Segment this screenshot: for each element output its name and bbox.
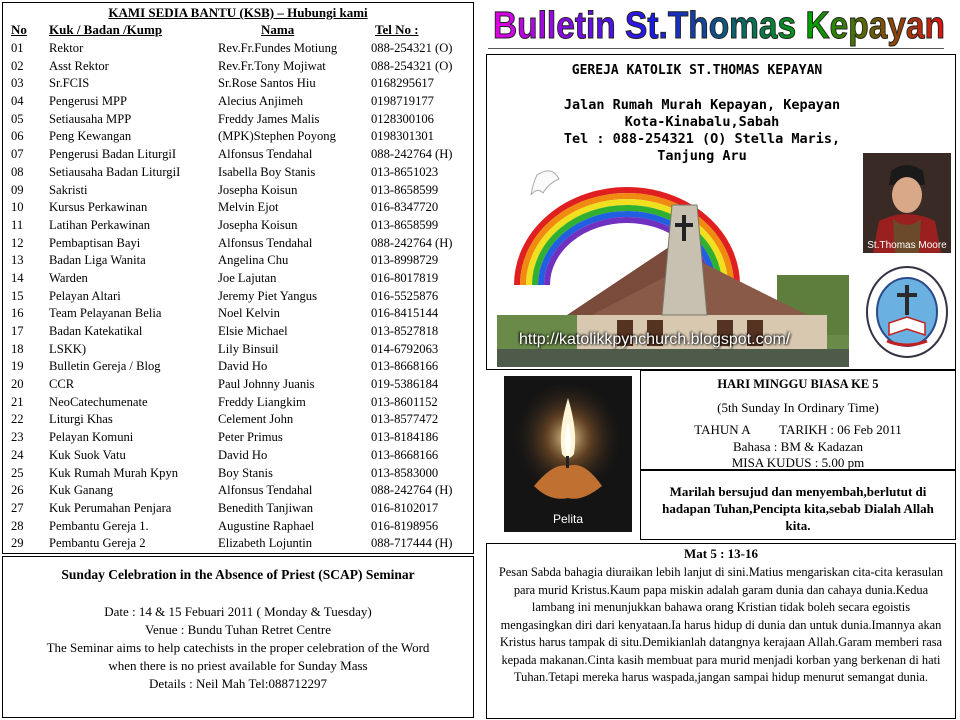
table-row (3, 235, 473, 253)
scap-details: Details : Neil Mah Tel:088712297 (149, 676, 327, 691)
sunday-year-date (641, 422, 955, 438)
table-row (3, 182, 473, 200)
row-nama: Alecius Anjimeh (218, 94, 303, 109)
sunday-tarikh: TARIKH : 06 Feb 2011 (779, 422, 902, 437)
row-no: 17 (11, 324, 24, 338)
row-nama: Melvin Ejot (218, 200, 279, 215)
prayer-box (640, 470, 956, 540)
row-nama: David Ho (218, 359, 268, 374)
row-no: 29 (11, 536, 24, 551)
row-nama: Sr.Rose Santos Hiu (218, 76, 316, 91)
row-tel: 013-8651023 (371, 164, 439, 179)
row-nama: Benedith Tanjiwan (218, 500, 314, 515)
row-kuk: Warden (49, 270, 88, 285)
scap-aim-line2: when there is no priest available for Sunday Mass (108, 658, 368, 673)
row-no: 07 (11, 147, 24, 162)
row-no: 18 (11, 341, 24, 356)
row-tel: 088-242764 (H) (371, 483, 453, 498)
title-divider (488, 48, 944, 49)
table-row (3, 93, 473, 111)
table-row (3, 40, 473, 58)
table-row (3, 358, 473, 376)
row-no: 20 (11, 377, 24, 392)
row-kuk: Asst Rektor (49, 58, 109, 73)
row-kuk: Kuk Rumah Murah Kpyn (49, 465, 179, 480)
row-tel: 013-8658599 (371, 217, 439, 232)
row-nama: Lily Binsuil (218, 341, 279, 356)
sunday-tahun: TAHUN A (694, 422, 751, 437)
row-tel: 013-8998729 (371, 253, 439, 268)
row-kuk: Rektor (49, 41, 84, 55)
row-no: 05 (11, 111, 24, 126)
ksb-table-header (3, 22, 473, 38)
row-kuk: Pengerusi Badan LiturgiI (49, 147, 177, 162)
table-row (3, 146, 473, 164)
candle-caption: Pelita (552, 512, 584, 526)
row-nama: Rev.Fr.Fundes Motiung (218, 41, 338, 55)
church-address (487, 97, 917, 165)
row-no: 27 (11, 500, 24, 515)
row-nama: Angelina Chu (218, 253, 289, 268)
row-nama: Joe Lajutan (218, 270, 277, 285)
scap-title: Sunday Celebration in the Absence of Priest (SCAP) Seminar (61, 567, 415, 582)
sunday-info-box (640, 370, 956, 470)
row-nama: Paul Johnny Juanis (218, 377, 315, 392)
gospel-reflection-box (486, 543, 956, 719)
row-no: 10 (11, 200, 24, 215)
row-no: 01 (11, 41, 24, 55)
row-kuk: Kursus Perkawinan (49, 200, 148, 215)
row-tel: 0198301301 (371, 129, 434, 144)
row-tel: 013-8527818 (371, 324, 439, 338)
header-no: No (11, 22, 27, 37)
row-kuk: Team Pelayanan Belia (49, 306, 162, 321)
row-tel: 088-242764 (H) (371, 235, 453, 250)
row-kuk: Badan Katekatikal (49, 324, 143, 338)
row-kuk: Pembantu Gereja 2 (49, 536, 146, 551)
table-row (3, 394, 473, 412)
row-tel: 013-8658599 (371, 182, 439, 197)
table-row (3, 518, 473, 536)
row-tel: 0128300106 (371, 111, 434, 126)
row-kuk: Kuk Perumahan Penjara (49, 500, 172, 515)
sunday-title: HARI MINGGU BIASA KE 5 (717, 377, 879, 391)
bulletin-title (490, 0, 950, 46)
row-no: 06 (11, 129, 24, 144)
row-nama: (MPK)Stephen Poyong (218, 129, 336, 144)
table-row (3, 199, 473, 217)
ksb-title: KAMI SEDIA BANTU (KSB) – Hubungi kami (108, 5, 368, 20)
row-kuk: Kuk Ganang (49, 483, 114, 498)
row-tel: 0198719177 (371, 94, 434, 109)
row-tel: 016-8017819 (371, 270, 439, 285)
row-nama: Alfonsus Tendahal (218, 483, 313, 498)
row-tel: 088-254321 (O) (371, 41, 453, 55)
row-no: 16 (11, 306, 24, 321)
table-row (3, 341, 473, 359)
row-nama: Noel Kelvin (218, 306, 280, 321)
row-kuk: Setiausaha Badan LiturgiI (49, 164, 181, 179)
ksb-contact-panel (2, 2, 474, 554)
row-no: 09 (11, 182, 24, 197)
table-row (3, 270, 473, 288)
church-address-line3: Tel : 088-254321 (O) Stella Maris, (563, 131, 841, 147)
scap-date: Date : 14 & 15 Febuari 2011 ( Monday & Tuesday) (104, 604, 372, 619)
row-tel: 016-5525876 (371, 288, 439, 303)
row-tel: 013-8601152 (371, 394, 438, 409)
row-kuk: CCR (49, 377, 75, 392)
row-nama: Peter Primus (218, 430, 283, 445)
row-tel: 088-242764 (H) (371, 147, 453, 162)
row-no: 12 (11, 235, 24, 250)
row-kuk: Sakristi (49, 182, 88, 197)
church-address-line2: Kota-Kinabalu,Sabah (624, 114, 780, 130)
church-address-line4: Tanjung Aru (657, 148, 747, 164)
row-kuk: Pelayan Komuni (49, 430, 134, 445)
table-row (3, 217, 473, 235)
row-tel: 013-8184186 (371, 430, 439, 445)
row-nama: Jeremy Piet Yangus (218, 288, 318, 303)
row-tel: 013-8577472 (371, 412, 439, 427)
row-tel: 013-8668166 (371, 359, 439, 374)
row-nama: Celement John (218, 412, 294, 427)
table-row (3, 288, 473, 306)
table-row (3, 482, 473, 500)
row-nama: Elizabeth Lojuntin (218, 536, 313, 551)
row-nama: Elsie Michael (218, 324, 288, 338)
row-kuk: Latihan Perkawinan (49, 217, 151, 232)
row-no: 25 (11, 465, 24, 480)
row-kuk: Setiausaha MPP (49, 111, 132, 126)
table-row (3, 164, 473, 182)
sunday-misa: MISA KUDUS : 5.00 pm (731, 455, 865, 470)
scap-venue: Venue : Bundu Tuhan Retret Centre (145, 622, 331, 637)
row-nama: Josepha Koisun (218, 182, 298, 197)
row-kuk: Bulletin Gereja / Blog (49, 359, 161, 374)
row-kuk: Pengerusi MPP (49, 94, 128, 109)
table-row (3, 411, 473, 429)
row-no: 02 (11, 58, 24, 73)
row-no: 24 (11, 447, 24, 462)
header-tel: Tel No : (375, 22, 419, 37)
ksb-table-body (3, 40, 473, 553)
scap-seminar-box (2, 556, 474, 718)
sunday-subtitle: (5th Sunday In Ordinary Time) (717, 400, 879, 415)
table-row (3, 465, 473, 483)
row-no: 13 (11, 253, 24, 268)
table-row (3, 58, 473, 76)
church-logo (863, 263, 951, 361)
header-kuk: Kuk / Badan /Kump (49, 22, 163, 37)
row-nama: Freddy James Malis (218, 111, 320, 126)
row-nama: Isabella Boy Stanis (218, 164, 316, 179)
row-no: 21 (11, 394, 24, 409)
row-tel: 014-6792063 (371, 341, 439, 356)
header-nama: Nama (261, 22, 295, 37)
row-kuk: NeoCatechumenate (49, 394, 148, 409)
row-kuk: Pembaptisan Bayi (49, 235, 141, 250)
prayer-text: Marilah bersujud dan menyembah,berlutut di hadapan Tuhan,Pencipta kita,sebab Dialah Allah kita. (662, 484, 934, 533)
row-tel: 016-8347720 (371, 200, 439, 215)
row-kuk: Peng Kewangan (49, 129, 132, 144)
row-kuk: Pelayan Altari (49, 288, 121, 303)
row-kuk: Kuk Suok Vatu (49, 447, 126, 462)
row-tel: 088-254321 (O) (371, 58, 453, 73)
table-row (3, 252, 473, 270)
row-tel: 019-5386184 (371, 377, 439, 392)
table-row (3, 376, 473, 394)
gospel-title: Mat 5 : 13-16 (683, 546, 758, 561)
row-nama: Rev.Fr.Tony Mojiwat (218, 58, 326, 73)
row-tel: 016-8415144 (371, 306, 439, 321)
table-row (3, 447, 473, 465)
row-kuk: Badan Liga Wanita (49, 253, 146, 268)
row-no: 08 (11, 164, 24, 179)
row-tel: 013-8583000 (371, 465, 439, 480)
sunday-bahasa: Bahasa : BM & Kadazan (733, 439, 863, 454)
church-address-line1: Jalan Rumah Murah Kepayan, Kepayan (563, 97, 841, 113)
table-row (3, 305, 473, 323)
church-info-panel (486, 54, 956, 370)
church-name: GEREJA KATOLIK ST.THOMAS KEPAYAN (571, 63, 823, 78)
row-nama: Alfonsus Tendahal (218, 147, 313, 162)
row-tel: 088-717444 (H) (371, 536, 453, 551)
table-row (3, 75, 473, 93)
row-nama: David Ho (218, 447, 268, 462)
row-tel: 016-8102017 (371, 500, 439, 515)
row-kuk: Sr.FCIS (49, 76, 90, 91)
bulletin-title-text: Bulletin St.Thomas Kepayan (493, 5, 945, 47)
bulletin-title-graphic (490, 0, 950, 46)
thomas-more-caption: St.Thomas Moore (867, 240, 947, 251)
table-row (3, 535, 473, 553)
row-no: 04 (11, 94, 24, 109)
table-row (3, 128, 473, 146)
row-tel: 016-8198956 (371, 518, 439, 533)
gospel-text: Pesan Sabda bahagia diuraikan lebih lanjut di sini.Matius mengariskan cita-cita kerasulan para murid Kristus.Kaum papa miskin adalah garam dunia dan cahaya dunia.Kedua lambang ini menunjukkan bahawa orang Kristian tidak boleh secara egoistis mengasingkan diri dari kenyataan.Ia harus hidup di dunia dan untuk dunia.Imannya akan Kristus harus tampak di situ.Demikianlah datangnya kerajaan Allah.Garam memberi rasa kepada makanan.Cinta kasih membuat para murid menjadi korban yang berkenan di hati Tuhan.Tetapi mereka harus waspada,jangan sampai hidup menurut semangat dunia. (498, 565, 944, 684)
scap-body (3, 603, 473, 693)
row-kuk: Pembantu Gereja 1. (49, 518, 149, 533)
row-no: 23 (11, 430, 24, 445)
row-no: 26 (11, 483, 24, 498)
table-row (3, 429, 473, 447)
candle-image (504, 376, 632, 532)
table-row (3, 323, 473, 341)
row-no: 19 (11, 359, 24, 374)
row-nama: Boy Stanis (218, 465, 273, 480)
row-kuk: LSKK) (49, 341, 87, 356)
row-kuk: Liturgi Khas (49, 412, 113, 427)
st-thomas-more-portrait (863, 153, 951, 253)
row-no: 03 (11, 76, 24, 91)
row-tel: 013-8668166 (371, 447, 439, 462)
row-nama: Freddy Liangkim (218, 394, 306, 409)
row-no: 15 (11, 288, 24, 303)
row-no: 14 (11, 270, 24, 285)
table-row (3, 500, 473, 518)
scap-aim-line1: The Seminar aims to help catechists in the proper celebration of the Word (46, 640, 430, 655)
row-no: 28 (11, 518, 24, 533)
row-nama: Alfonsus Tendahal (218, 235, 313, 250)
row-no: 11 (11, 217, 24, 232)
row-nama: Josepha Koisun (218, 217, 298, 232)
row-tel: 0168295617 (371, 76, 434, 91)
row-no: 22 (11, 412, 24, 427)
row-nama: Augustine Raphael (218, 518, 315, 533)
blog-url-link[interactable]: http://katolikkpynchurch.blogspot.com/ (519, 331, 791, 348)
table-row (3, 111, 473, 129)
